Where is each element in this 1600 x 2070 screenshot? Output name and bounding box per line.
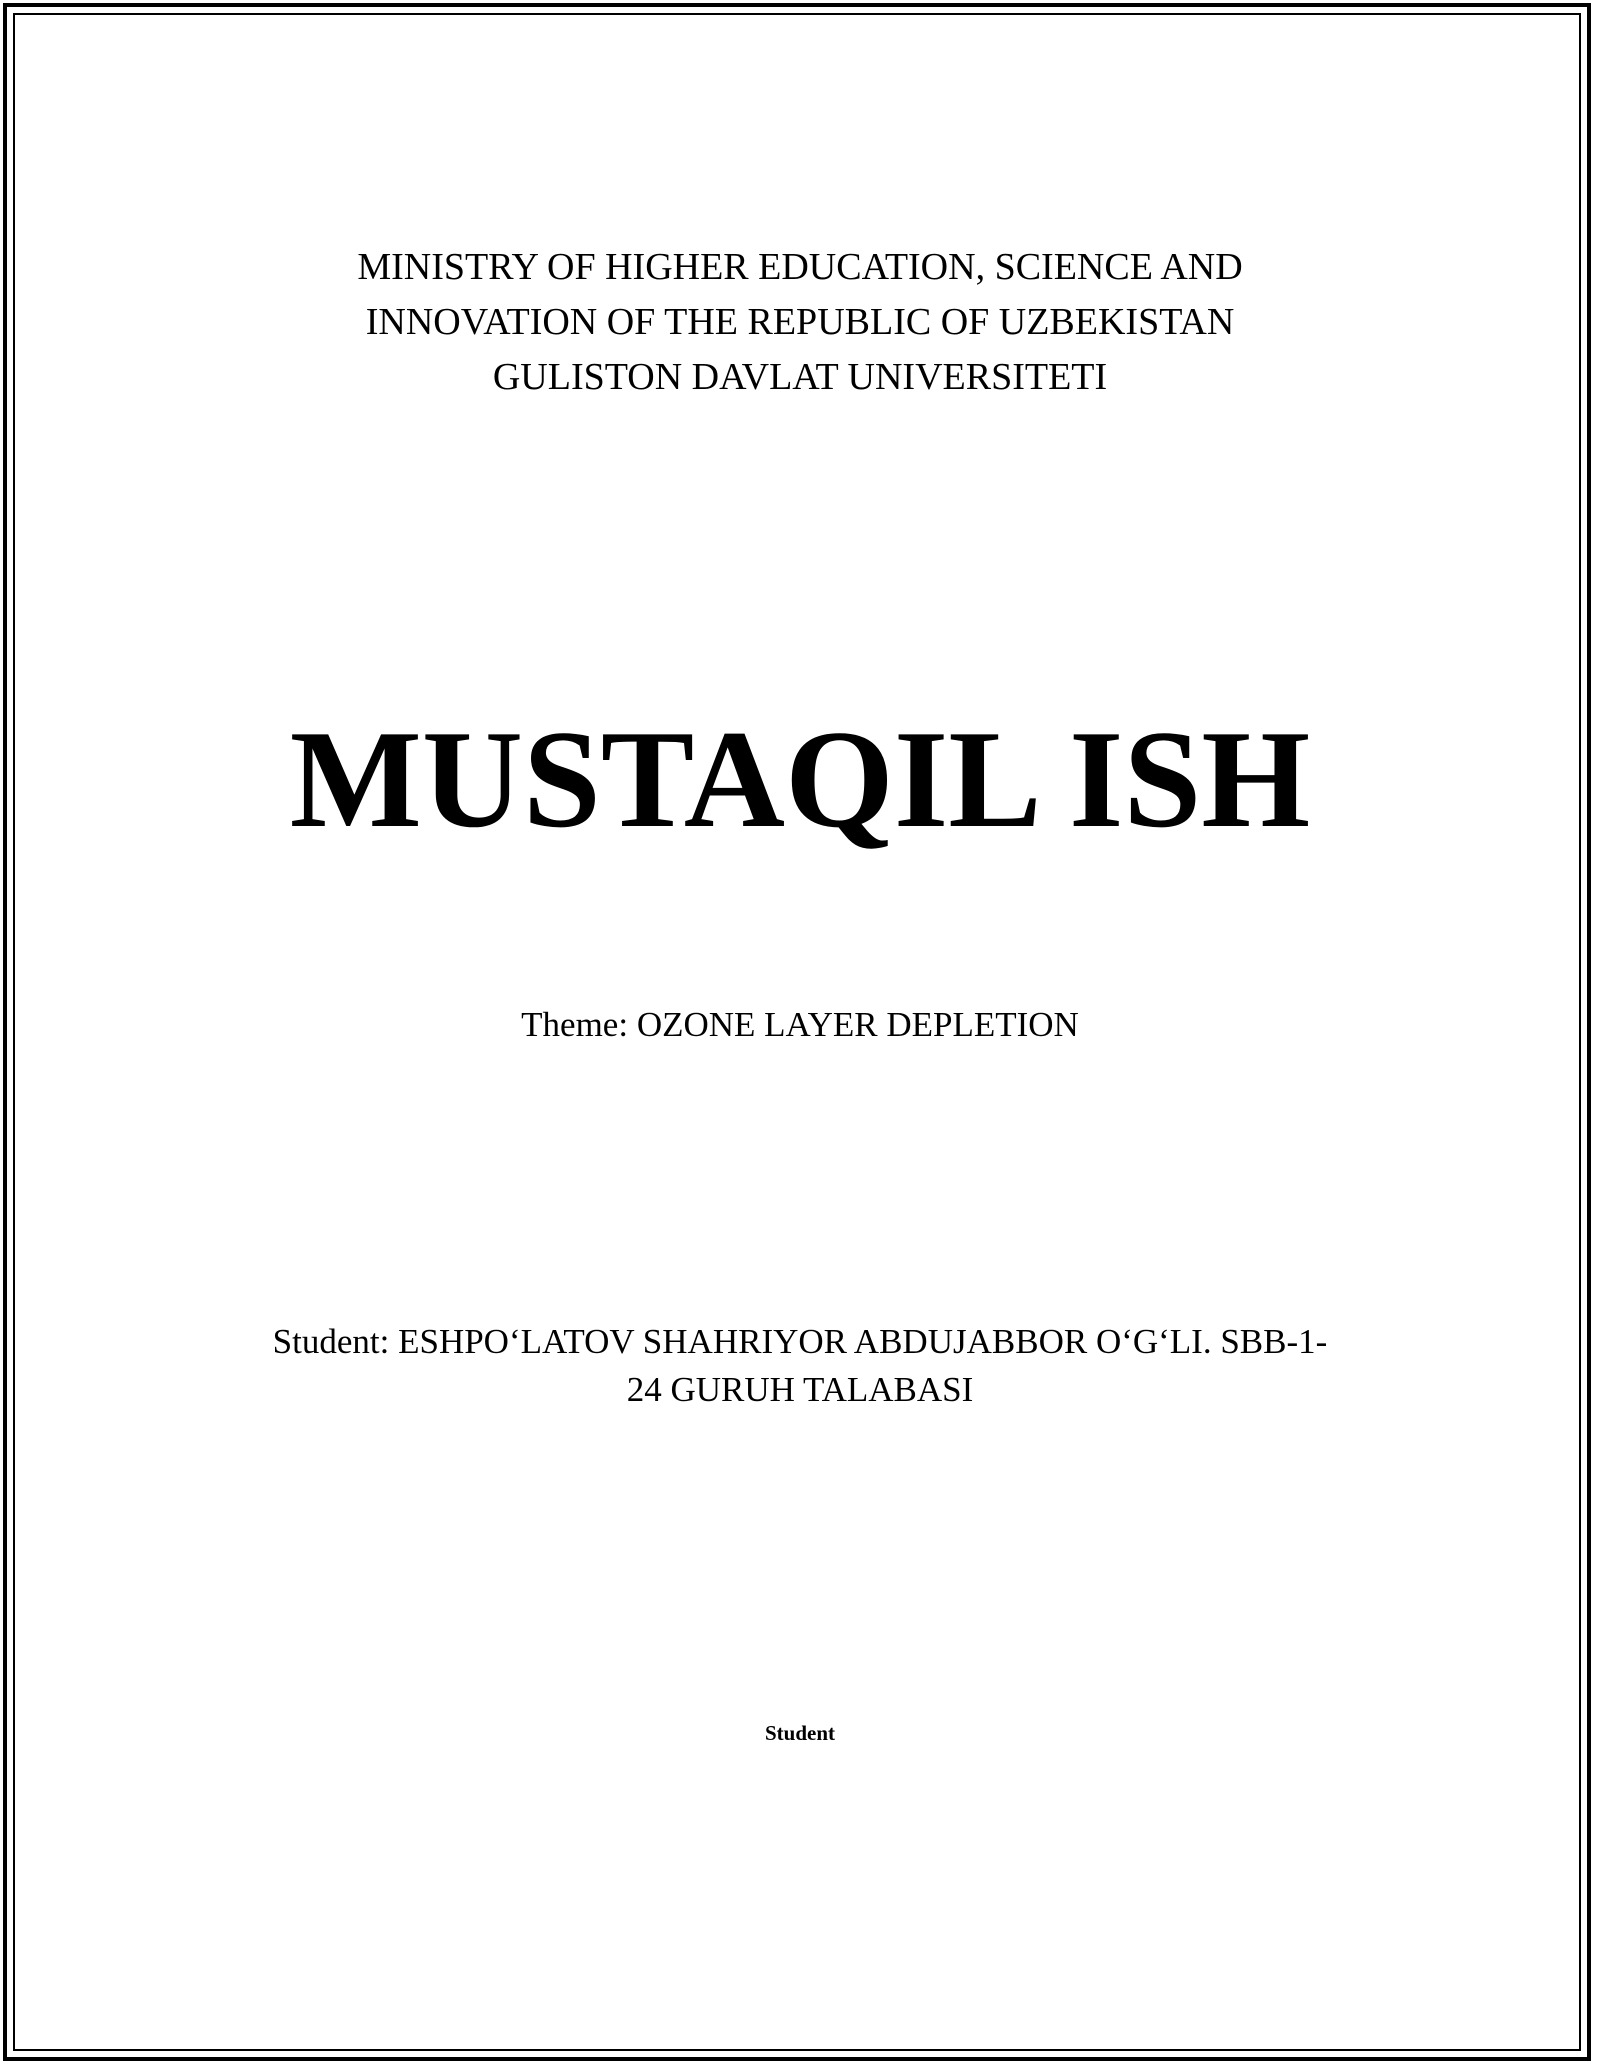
student-line-1: Student: ESHPO‘LATOV SHAHRIYOR ABDUJABBOR O‘G‘LI. SBB-1- <box>272 1322 1328 1361</box>
document-title: MUSTAQIL ISH <box>289 702 1311 857</box>
student-line-2: 24 GURUH TALABASI <box>626 1370 974 1409</box>
header-line-ministry: MINISTRY OF HIGHER EDUCATION, SCIENCE AND <box>357 246 1243 288</box>
header-line-republic: INNOVATION OF THE REPUBLIC OF UZBEKISTAN <box>365 301 1235 343</box>
institution-header <box>0 240 1600 405</box>
theme-line: Theme: OZONE LAYER DEPLETION <box>521 1005 1079 1044</box>
footer-student-label: Student <box>764 1721 836 1745</box>
header-line-university: GULISTON DAVLAT UNIVERSITETI <box>492 356 1108 398</box>
student-info <box>0 1318 1600 1414</box>
